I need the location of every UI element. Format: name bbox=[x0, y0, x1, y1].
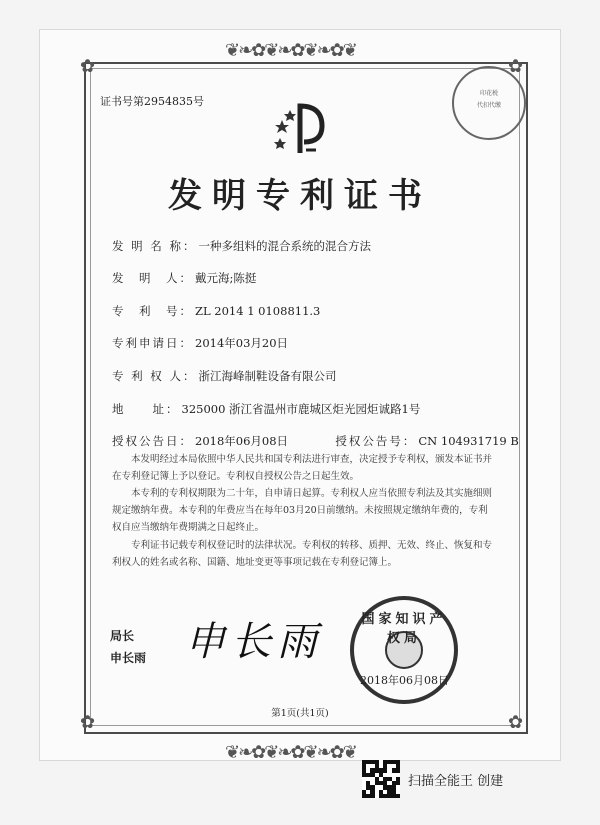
inventor-row bbox=[112, 270, 256, 286]
patentee-value: 浙江海峰制鞋设备有限公司 bbox=[198, 369, 337, 383]
address-label: 地 址： bbox=[112, 402, 180, 416]
patent-number-row bbox=[112, 303, 320, 319]
grant-date-value: 2018年06月08日 bbox=[195, 434, 289, 448]
handwritten-signature: 申长雨 bbox=[185, 619, 323, 665]
body-paragraph-1: 本发明经过本局依照中华人民共和国专利法进行审查，决定授予专利权，颁发本证书并在专利登记簿上予以登记。专利权自授权公告之日起生效。 bbox=[112, 454, 493, 482]
corner-ornament-tr: ✿ bbox=[508, 56, 522, 77]
patentee-label: 专 利 权 人： bbox=[112, 369, 197, 383]
patent-number-label: 专 利 号： bbox=[112, 304, 193, 318]
invention-name-label: 发 明 名 称： bbox=[112, 239, 197, 253]
seal-text: 国家知识产权局 bbox=[361, 612, 447, 646]
patentee-row bbox=[112, 368, 336, 384]
tax-stamp bbox=[452, 66, 526, 140]
signatory-title: 局长 bbox=[110, 629, 135, 643]
scanner-footer bbox=[362, 760, 503, 798]
filing-date-row bbox=[112, 335, 288, 351]
page-title: 发明专利证书 bbox=[168, 176, 432, 216]
corner-ornament-tl: ✿ bbox=[80, 56, 94, 77]
signatory-name: 申长雨 bbox=[110, 651, 147, 665]
seal-date: 2018年06月08日 bbox=[360, 674, 449, 687]
filing-date-label: 专利申请日： bbox=[112, 336, 193, 350]
grant-row bbox=[112, 433, 519, 449]
top-ornament: ❦❧✿❦❧✿❦❧✿❦ bbox=[225, 40, 356, 61]
certificate-number: 证书号第2954835号 bbox=[100, 95, 204, 108]
invention-name-row bbox=[112, 238, 371, 254]
signatory-block bbox=[110, 625, 146, 669]
filing-date-value: 2014年03月20日 bbox=[195, 336, 289, 350]
invention-name-value: 一种多组料的混合系统的混合方法 bbox=[198, 239, 371, 253]
body-paragraph-2: 本专利的专利权期限为二十年，自申请日起算。专利权人应当依照专利法及其实施细则规定缴纳年费。本专利的年费应当在每年03月20日前缴纳。未按照规定缴纳年费的，专利权自应当缴纳年费期满之日起终止。 bbox=[112, 488, 493, 533]
qr-code-icon bbox=[362, 760, 400, 798]
grant-date-label: 授权公告日： bbox=[112, 434, 193, 448]
inventor-value: 戴元海;陈挺 bbox=[195, 271, 257, 285]
body-paragraph-3: 专利证书记载专利权登记时的法律状况。专利权的转移、质押、无效、终止、恢复和专利权人的姓名或名称、国籍、地址变更等事项记载在专利登记簿上。 bbox=[112, 540, 493, 568]
patent-number-value: ZL 2014 1 0108811.3 bbox=[195, 304, 321, 318]
tax-stamp-line2: 代扣代缴 bbox=[476, 102, 501, 109]
address-value: 325000 浙江省温州市鹿城区炬光园炬诚路1号 bbox=[181, 402, 421, 416]
address-row bbox=[112, 401, 420, 417]
corner-ornament-bl: ✿ bbox=[80, 712, 94, 733]
tax-stamp-line1: 印花税 bbox=[479, 90, 498, 97]
bottom-ornament: ❦❧✿❦❧✿❦❧✿❦ bbox=[225, 742, 356, 763]
scanner-label: 扫描全能王 创建 bbox=[408, 773, 504, 789]
inventor-label: 发 明 人： bbox=[112, 271, 193, 285]
corner-ornament-br: ✿ bbox=[508, 712, 522, 733]
grant-number-value: CN 104931719 B bbox=[418, 434, 519, 448]
page-number: 第1页(共1页) bbox=[271, 708, 329, 719]
grant-number-label: 授权公告号： bbox=[335, 434, 417, 448]
patent-office-emblem-icon bbox=[270, 98, 340, 158]
